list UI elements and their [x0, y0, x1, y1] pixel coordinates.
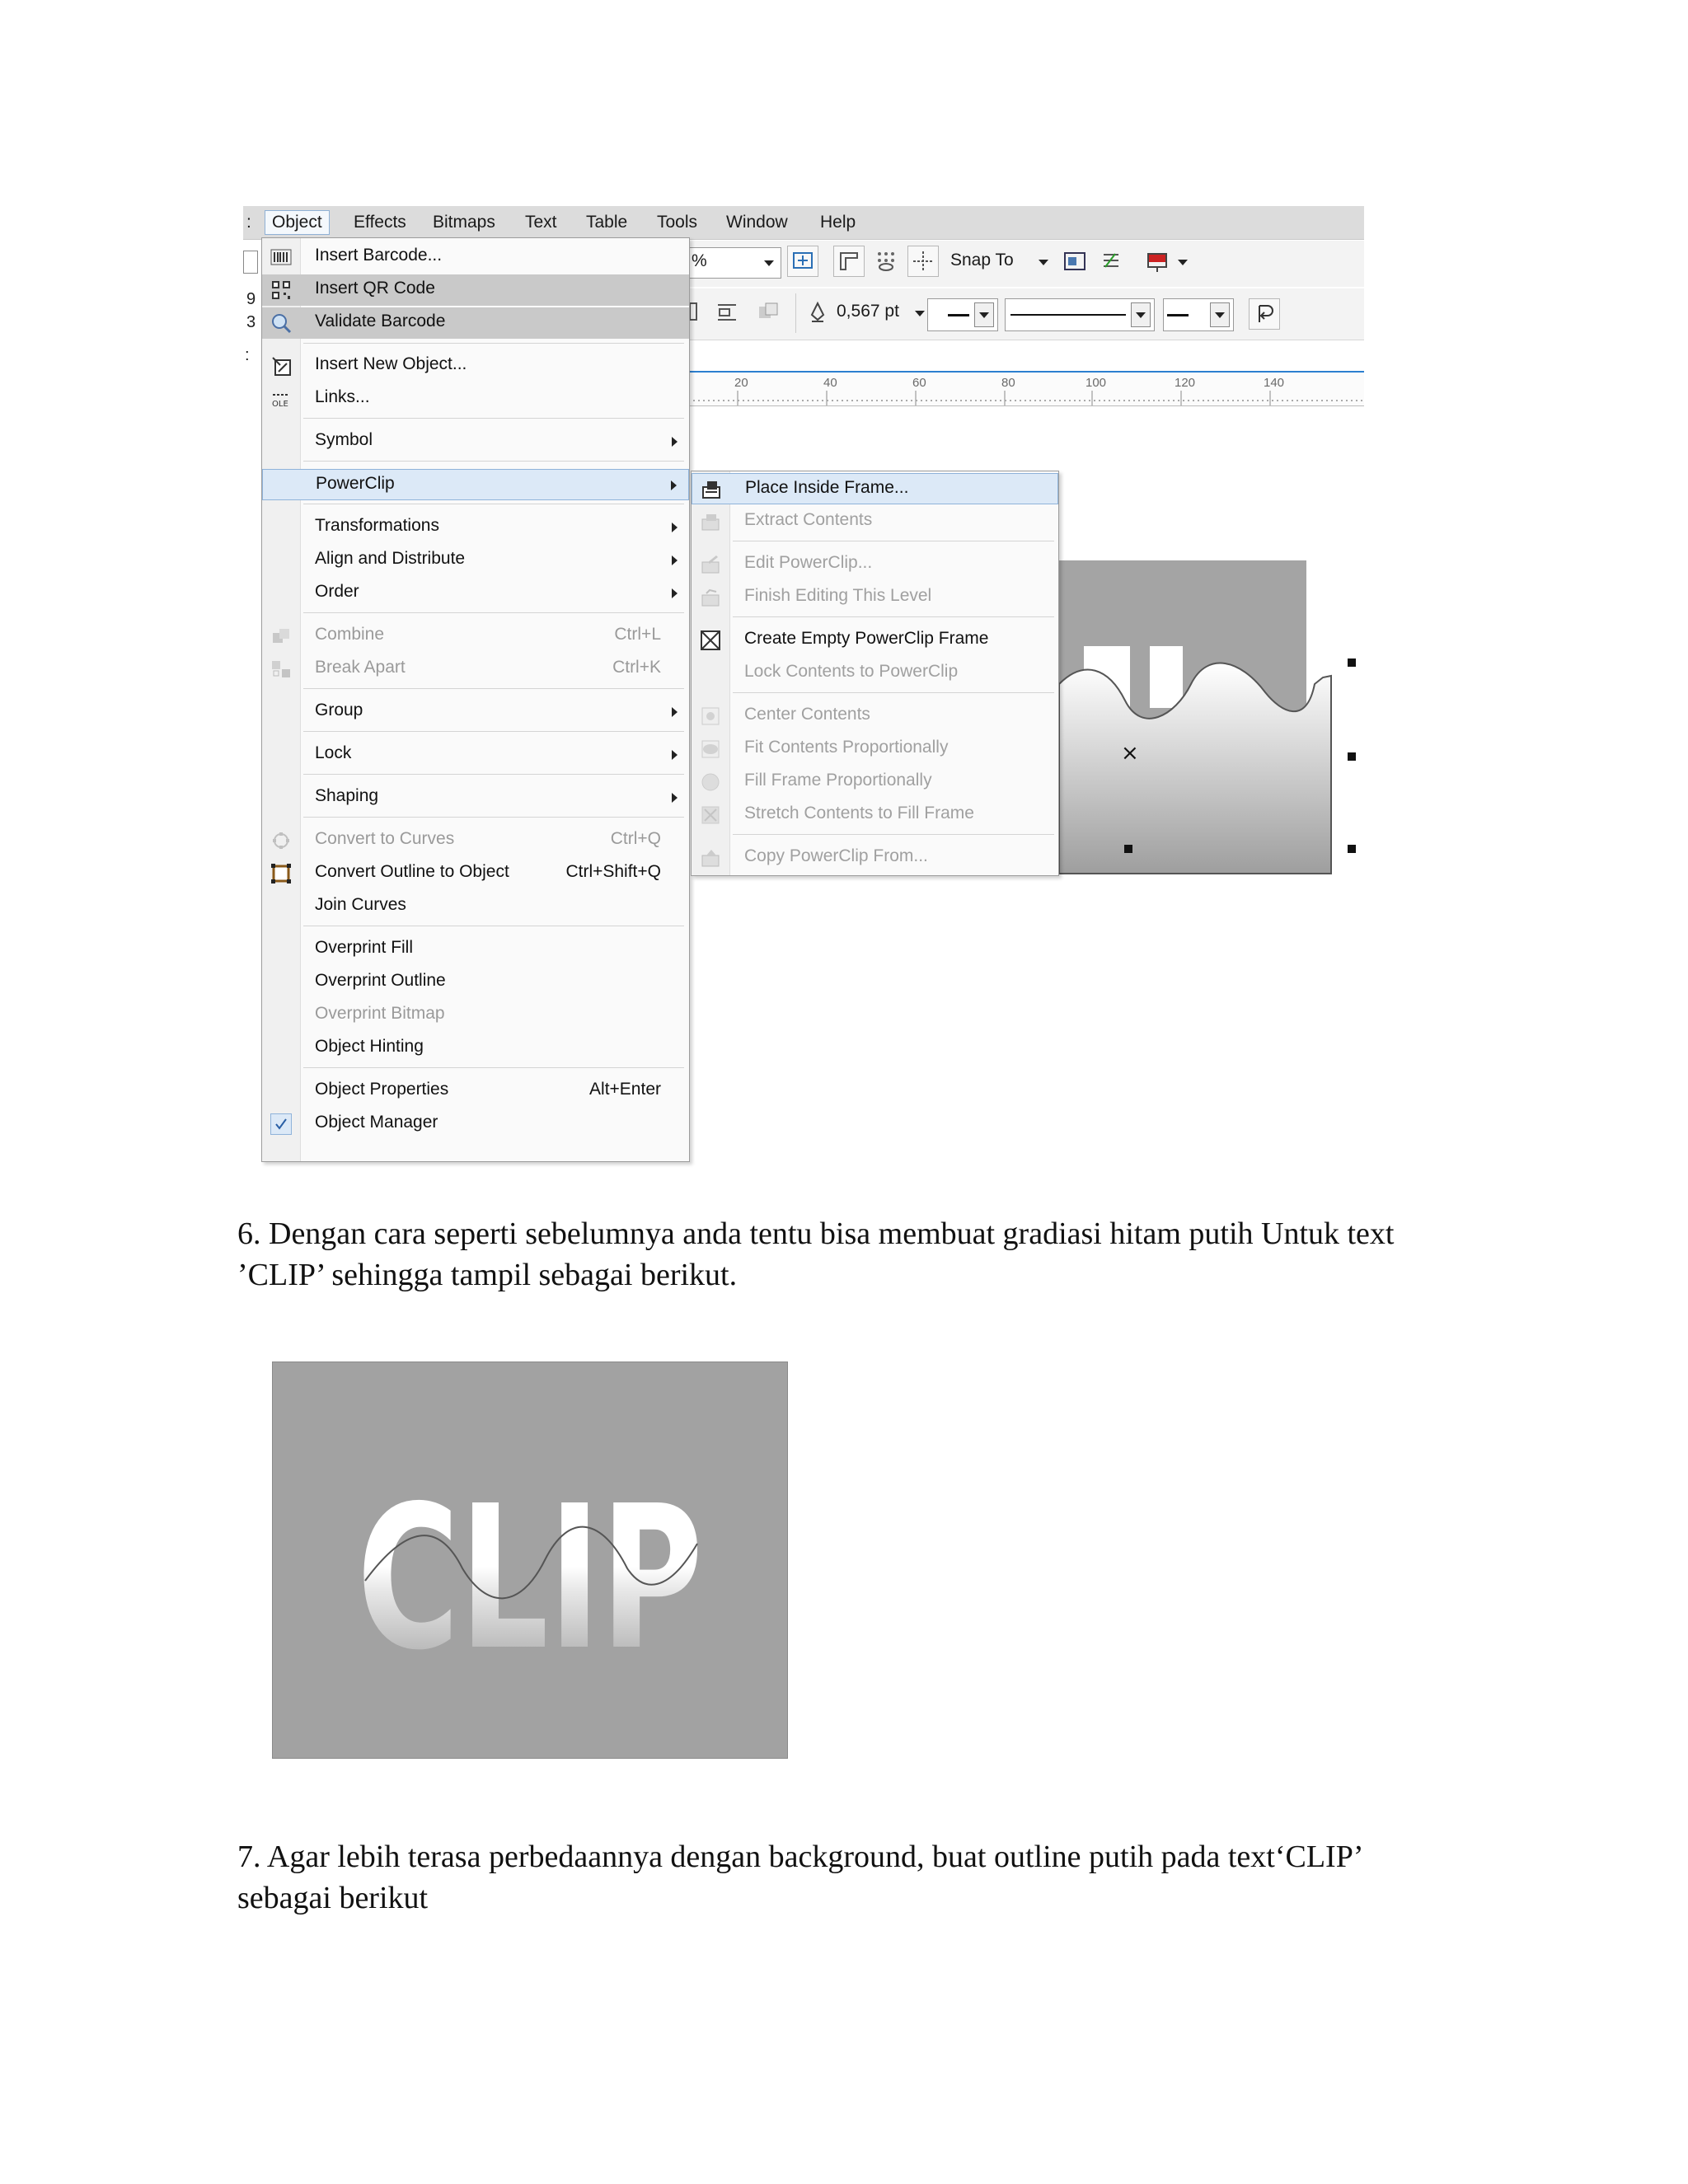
outline-pen-icon[interactable]: [804, 298, 832, 326]
menu-tools[interactable]: Tools: [657, 213, 698, 232]
svg-text:OLE: OLE: [272, 400, 288, 409]
copy-powerclip-icon: [700, 847, 721, 869]
menu-effects[interactable]: Effects: [354, 213, 406, 232]
menu-item-links[interactable]: OLE Links...: [272, 387, 370, 409]
end-arrow-dropdown[interactable]: [1163, 298, 1234, 331]
svg-text:×: ×: [1121, 741, 1139, 766]
submenu-item-extract-contents[interactable]: Extract Contents: [692, 506, 1058, 537]
menu-item-object-properties[interactable]: Object Properties Alt+Enter: [315, 1080, 661, 1099]
submenu-item-place-inside-frame[interactable]: Place Inside Frame...: [692, 473, 1058, 504]
app-launcher-icon[interactable]: [1097, 247, 1125, 275]
chevron-down-icon: [915, 311, 925, 316]
ruler-tick: 40: [823, 376, 837, 390]
menu-item-order[interactable]: Order: [262, 578, 689, 609]
edit-powerclip-icon: [700, 554, 721, 575]
chevron-right-icon: [672, 750, 678, 760]
outline-object-icon: [270, 863, 292, 884]
submenu-item-fit-contents[interactable]: Fit Contents Proportionally: [692, 733, 1058, 765]
paragraph-line: 7. Agar lebih terasa perbedaannya dengan background, buat outline putih pada text‘CLIP’: [237, 1840, 1364, 1874]
menu-item-convert-to-curves[interactable]: Convert to Curves Ctrl+Q: [262, 825, 689, 856]
menu-item-insert-new-object[interactable]: Insert New Object...: [262, 350, 689, 382]
zoom-tool-icon[interactable]: [787, 246, 818, 277]
menu-item-object-hinting[interactable]: Object Hinting: [315, 1037, 424, 1056]
outline-width-value[interactable]: 0,567 pt: [837, 302, 899, 321]
chevron-right-icon: [672, 437, 678, 447]
place-inside-icon: [701, 479, 722, 500]
submenu-item-copy-powerclip[interactable]: Copy PowerClip From...: [692, 842, 1058, 874]
grid-icon[interactable]: [871, 246, 901, 275]
fit-icon: [700, 738, 721, 760]
menu-text[interactable]: Text: [525, 213, 557, 232]
options-icon[interactable]: [1061, 247, 1089, 275]
chevron-right-icon: [672, 793, 678, 803]
center-icon: [700, 705, 721, 727]
welcome-screen-icon[interactable]: [1143, 247, 1171, 275]
clip-text-graphic: [273, 1362, 787, 1758]
wave-gradient-shape[interactable]: [1051, 635, 1364, 907]
text-wrap-icon[interactable]: [1249, 298, 1280, 330]
menu-object[interactable]: Object: [265, 210, 330, 235]
extract-icon: [700, 511, 721, 532]
menu-item-group[interactable]: Group: [262, 696, 689, 728]
docker-edge-fragment: :: [245, 346, 250, 364]
line-style-dropdown[interactable]: [1005, 298, 1155, 331]
chevron-right-icon: [672, 555, 678, 565]
menu-item-overprint-fill[interactable]: Overprint Fill: [315, 938, 414, 957]
submenu-item-create-empty-frame[interactable]: Create Empty PowerClip Frame: [692, 625, 1058, 656]
object-menu: [261, 237, 690, 1162]
menu-table[interactable]: Table: [586, 213, 628, 232]
menu-item-lock[interactable]: Lock: [262, 739, 689, 771]
ruler-tick: 100: [1085, 376, 1107, 390]
menu-item-break-apart[interactable]: Break Apart Ctrl+K: [262, 654, 689, 685]
chevron-down-icon: [1178, 260, 1188, 265]
menu-item-symbol[interactable]: Symbol: [262, 426, 689, 457]
menu-bitmaps[interactable]: Bitmaps: [433, 213, 495, 232]
start-arrow-dropdown[interactable]: [927, 298, 998, 331]
combine-icon: [270, 626, 292, 647]
ruler-tick: 80: [1001, 376, 1015, 390]
powerclip-submenu: [691, 471, 1059, 876]
wrap-text-icon[interactable]: [713, 298, 741, 326]
property-fragment-icon: [688, 298, 705, 326]
menu-item-overprint-bitmap[interactable]: Overprint Bitmap: [315, 1004, 445, 1023]
guidelines-icon[interactable]: [907, 246, 939, 277]
barcode-icon: [270, 246, 292, 268]
chevron-right-icon: [672, 707, 678, 717]
finish-edit-icon: [700, 587, 721, 608]
menu-item-combine[interactable]: Combine Ctrl+L: [262, 621, 689, 652]
ruler-ticks: [688, 373, 1364, 405]
chevron-right-icon: [672, 523, 678, 532]
snap-to-label[interactable]: Snap To: [950, 251, 1014, 269]
convert-curves-icon: [270, 830, 292, 851]
zoom-dropdown[interactable]: [688, 247, 781, 279]
magnifier-icon: [270, 312, 292, 334]
to-front-icon[interactable]: [754, 298, 782, 326]
submenu-item-stretch-contents[interactable]: Stretch Contents to Fill Frame: [692, 799, 1058, 831]
menu-item-align-distribute[interactable]: Align and Distribute: [262, 545, 689, 576]
ruler-tick: 120: [1175, 376, 1196, 390]
break-apart-icon: [270, 658, 292, 680]
paragraph-step-7: [237, 1836, 1474, 1919]
chevron-right-icon: [671, 480, 677, 490]
insert-object-icon: [270, 355, 292, 377]
qr-code-icon: [270, 279, 292, 301]
chevron-right-icon: [672, 588, 678, 598]
menu-item-insert-barcode[interactable]: Insert Barcode...: [262, 241, 689, 273]
menu-item-object-manager[interactable]: Object Manager: [262, 1108, 689, 1140]
menu-item-insert-qr-code[interactable]: Insert QR Code: [262, 274, 689, 306]
submenu-item-edit-powerclip[interactable]: Edit PowerClip...: [692, 549, 1058, 580]
clip-result-image: [272, 1361, 788, 1759]
docker-edge-fragment: 9: [246, 290, 256, 308]
docker-edge-fragment: 3: [246, 313, 256, 331]
menu-item-shaping[interactable]: Shaping: [262, 782, 689, 813]
menu-item-validate-barcode[interactable]: Validate Barcode: [262, 307, 689, 339]
paragraph-line: sebagai berikut: [237, 1881, 429, 1915]
property-bar: [688, 288, 1364, 340]
chevron-down-icon: [1039, 260, 1048, 265]
check-icon: [270, 1113, 292, 1135]
submenu-item-lock-contents[interactable]: Lock Contents to PowerClip: [744, 662, 959, 681]
rulers-icon[interactable]: [833, 246, 865, 277]
chevron-down-icon: [764, 260, 774, 266]
submenu-item-fill-frame[interactable]: Fill Frame Proportionally: [692, 766, 1058, 798]
menu-item-convert-outline[interactable]: Convert Outline to Object Ctrl+Shift+Q: [262, 858, 689, 889]
empty-frame-icon: [700, 630, 721, 651]
horizontal-ruler: [688, 371, 1364, 406]
ruler-tick: 140: [1264, 376, 1285, 390]
paragraph-step-6: [237, 1213, 1474, 1296]
submenu-item-center-contents[interactable]: Center Contents: [692, 701, 1058, 732]
menu-window[interactable]: Window: [726, 213, 788, 232]
paragraph-line: 6. Dengan cara seperti sebelumnya anda tentu bisa membuat gradiasi hitam putih Untuk text: [237, 1216, 1395, 1251]
fill-frame-icon: [700, 771, 721, 793]
ole-icon: [270, 388, 292, 410]
menu-item-powerclip[interactable]: PowerClip: [262, 469, 689, 500]
menu-item-transformations[interactable]: Transformations: [262, 512, 689, 543]
standard-toolbar: [688, 241, 1364, 287]
submenu-item-finish-editing[interactable]: Finish Editing This Level: [692, 582, 1058, 613]
zoom-value: %: [692, 251, 707, 270]
clip-word: CLIP: [357, 1463, 703, 1694]
stretch-icon: [700, 804, 721, 826]
corel-screenshot: [243, 206, 1364, 1162]
docker-edge-icon: [243, 251, 258, 274]
ruler-tick: 60: [912, 376, 926, 390]
menubar-fragment: :: [246, 213, 251, 232]
paragraph-line: ’CLIP’ sehingga tampil sebagai berikut.: [237, 1258, 738, 1292]
menu-item-join-curves[interactable]: Join Curves: [315, 895, 406, 914]
ruler-tick: 20: [734, 376, 748, 390]
menu-help[interactable]: Help: [820, 213, 856, 232]
menu-bar: [243, 206, 1364, 240]
menu-item-overprint-outline[interactable]: Overprint Outline: [315, 971, 446, 990]
